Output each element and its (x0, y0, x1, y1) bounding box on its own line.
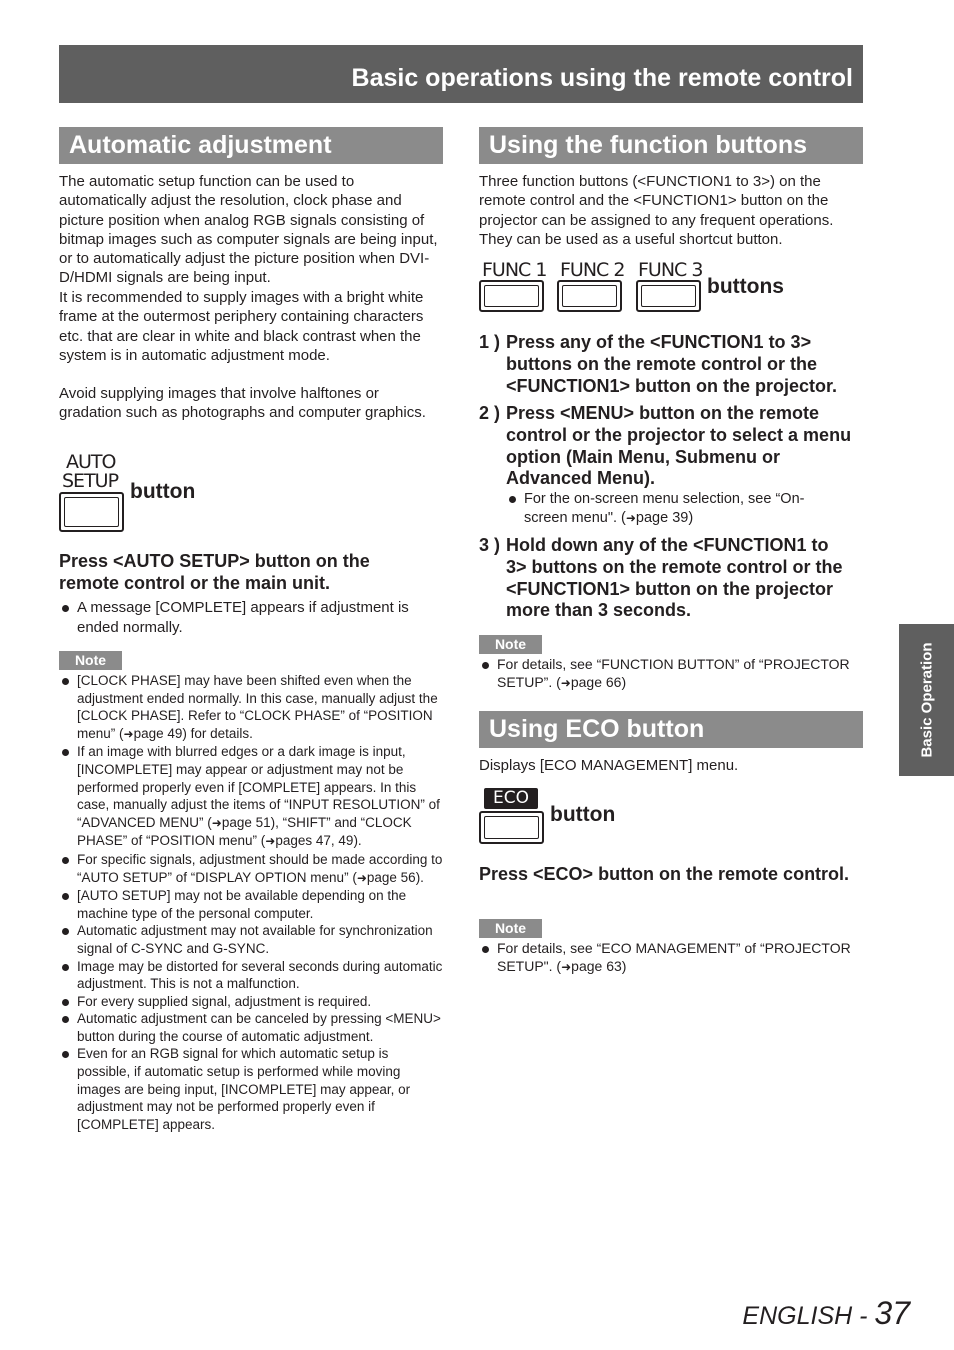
step-2-bullets (506, 490, 846, 528)
footer-language: ENGLISH - (742, 1302, 875, 1330)
auto-notes-list (59, 672, 443, 1133)
eco-press-heading: Press <ECO> button on the remote control. (479, 864, 850, 884)
func1-key-label: FUNC 1 (482, 259, 547, 281)
step-2-bullet: For the on-screen menu selection, see “On-screen menu". (➜page 39) (506, 490, 846, 528)
page-footer (742, 1295, 910, 1332)
auto-intro-2: It is recommended to supply images with a bright white frame at the outermost periphery containing characters etc. that are clear in white and black contrast when the system is in automatic adjustment mode. (59, 289, 424, 364)
auto-setup-key-label-1: AUTO (66, 451, 116, 473)
side-tab-label: Basic Operation (918, 642, 935, 758)
right-arrow-icon: ➜ (211, 815, 222, 830)
step-3-number: 3 ) (479, 535, 501, 555)
right-arrow-icon: ➜ (625, 511, 636, 525)
func-notes-list (479, 656, 865, 692)
auto-note-item: Image may be distorted for several seconds during automatic adjustment. This is not a malfunction. (59, 958, 443, 993)
auto-press-bullet: A message [COMPLETE] appears if adjustment is ended normally. (59, 598, 439, 638)
side-tab-basic-operation (899, 624, 954, 776)
auto-note-item: For specific signals, adjustment should be made according to “AUTO SETUP” of “DISPLAY OPTION menu” (➜page 56). (59, 851, 443, 887)
right-arrow-icon: ➜ (265, 834, 276, 849)
eco-key-label: ECO (484, 788, 538, 809)
right-arrow-icon: ➜ (123, 726, 134, 741)
auto-note-item: Automatic adjustment can be canceled by pressing <MENU> button during the course of automatic adjustment. (59, 1010, 443, 1045)
auto-press-bullets (59, 598, 439, 638)
func1-button-icon (479, 280, 544, 312)
step-1-number: 1 ) (479, 332, 501, 352)
eco-note-item: For details, see “ECO MANAGEMENT” of “PROJECTOR SETUP". (➜page 63) (479, 940, 865, 976)
auto-note-item: [AUTO SETUP] may not be available depending on the machine type of the personal computer. (59, 887, 443, 922)
section-title-function-buttons: Using the function buttons (479, 127, 863, 164)
func-intro: Three function buttons (<FUNCTION1 to 3>) on the remote control and the <FUNCTION1> button on the projector can be assigned to any frequent operations. They can be used as a useful shortcut button. (479, 173, 834, 248)
right-arrow-icon: ➜ (561, 959, 572, 974)
func3-button-icon (636, 280, 701, 312)
func-note-item: For details, see “FUNCTION BUTTON” of “PROJECTOR SETUP”. (➜page 66) (479, 656, 865, 692)
auto-setup-key-label-2: SETUP (62, 470, 119, 492)
auto-note-item: [CLOCK PHASE] may have been shifted even when the adjustment ended normally. In this case, manually adjust the [CLOCK PHASE]. Refer to “CLOCK PHASE” of “POSITION menu” (➜page 49) for details. (59, 672, 443, 743)
step-2-number: 2 ) (479, 403, 501, 423)
auto-press-heading: Press <AUTO SETUP> button on the remote control or the main unit. (59, 551, 370, 593)
func3-key-label: FUNC 3 (638, 259, 703, 281)
auto-note-item: Automatic adjustment may not available for synchronization signal of C-SYNC and G-SYNC. (59, 922, 443, 957)
step-2-text: Press <MENU> button on the remote control or the projector to select a menu option (Main Menu, Submenu or Advanced Menu). (506, 403, 852, 489)
section-title-eco: Using ECO button (479, 711, 863, 748)
func-buttons-word: buttons (707, 275, 784, 298)
auto-intro-1: The automatic setup function can be used to automatically adjust the resolution, clock phase and picture position when analog RGB signals consisting of bitmap images such as computer signals are being input, or to automatically adjust the picture position when DVI-D/HDMI signals are being input. (59, 173, 438, 287)
step-1-text: Press any of the <FUNCTION1 to 3> buttons on the remote control or the <FUNCTION1> button on the projector. (506, 332, 838, 396)
auto-setup-button-word: button (130, 480, 196, 503)
auto-note-label: Note (59, 651, 122, 670)
right-arrow-icon: ➜ (560, 675, 571, 690)
step-3-text: Hold down any of the <FUNCTION1 to 3> buttons on the remote control or the <FUNCTION1> button on the projector more than 3 seconds. (506, 535, 843, 621)
eco-intro: Displays [ECO MANAGEMENT] menu. (479, 757, 739, 774)
func2-key-label: FUNC 2 (560, 259, 625, 281)
auto-note-item: If an image with blurred edges or a dark image is input, [INCOMPLETE] may appear or adjustment may not be performed properly even if [COMPLETE] appears. In this case, manually adjust the items of “INPUT RESOLUTION” of “ADVANCED MENU” (➜page 51), “SHIFT” and “CLOCK PHASE” of “POSITION menu” (➜pages 47, 49). (59, 743, 443, 851)
func2-button-icon (557, 280, 622, 312)
page-header-bar (59, 45, 863, 103)
page-number: 37 (874, 1295, 910, 1331)
auto-setup-button-icon (59, 492, 124, 532)
auto-note-item: Even for an RGB signal for which automatic setup is possible, if automatic setup is performed while moving images are being input, [INCOMPLETE] may appear, or adjustment may not be performed properly even if [COMPLETE] appears. (59, 1045, 443, 1133)
auto-note-item: For every supplied signal, adjustment is required. (59, 993, 443, 1011)
eco-notes-list (479, 940, 865, 976)
eco-button-word: button (550, 803, 616, 826)
section-title-automatic-adjustment: Automatic adjustment (59, 127, 443, 164)
right-arrow-icon: ➜ (356, 870, 367, 885)
eco-button-icon (479, 811, 544, 844)
auto-intro-3: Avoid supplying images that involve halftones or gradation such as photographs and computer graphics. (59, 385, 426, 422)
page-header-title: Basic operations using the remote control (351, 64, 853, 92)
eco-note-label: Note (479, 919, 542, 938)
func-note-label: Note (479, 635, 542, 654)
